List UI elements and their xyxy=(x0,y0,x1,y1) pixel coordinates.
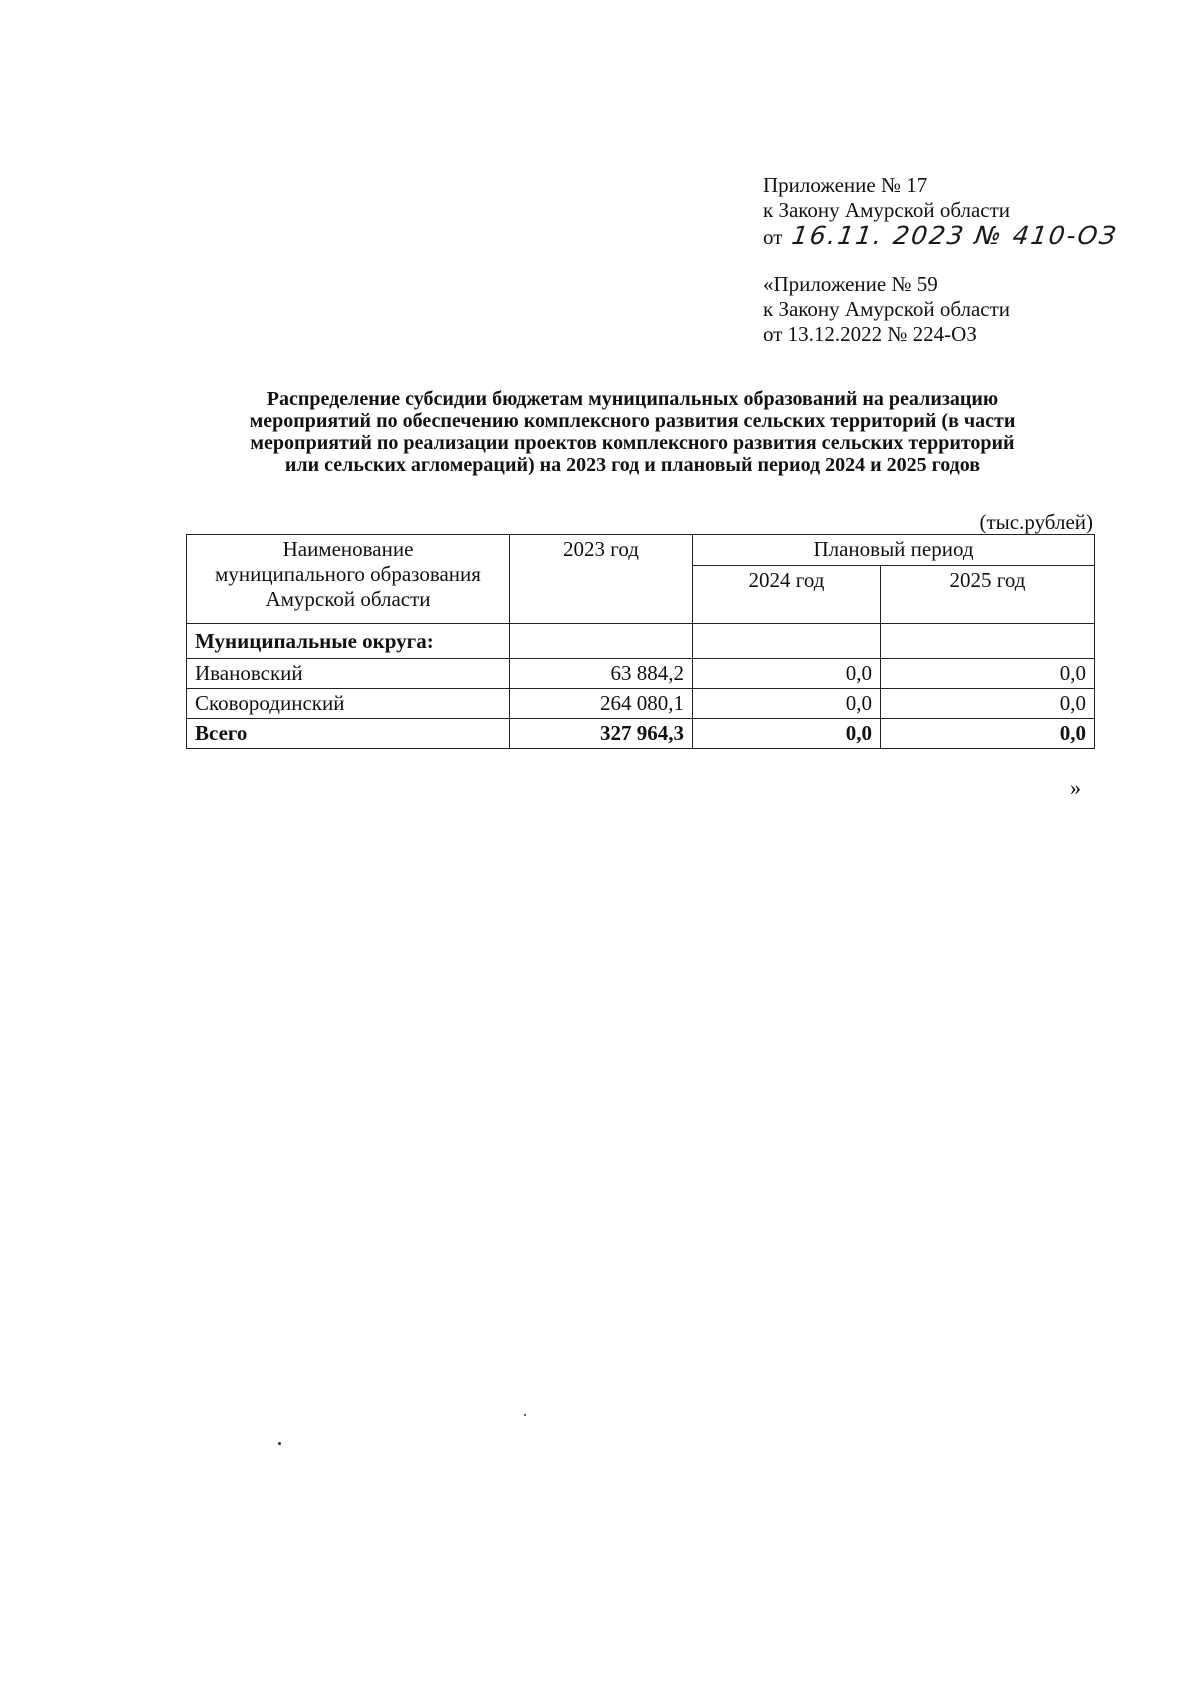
header-year-2025: 2025 год xyxy=(881,566,1095,624)
row-value-2025: 0,0 xyxy=(881,689,1095,719)
appendix-original-number: «Приложение № 59 xyxy=(763,272,938,296)
title-line-1: Распределение субсидии бюджетам муниципальных образований на реализацию xyxy=(266,388,999,410)
total-value-2025: 0,0 xyxy=(881,719,1095,749)
table-row xyxy=(187,689,1095,719)
total-value-2023: 327 964,3 xyxy=(510,719,693,749)
section-row xyxy=(187,624,1095,659)
closing-quote: » xyxy=(1070,775,1081,800)
title-line-2: мероприятий по обеспечению комплексного развития сельских территорий (в части xyxy=(249,410,1016,432)
total-row xyxy=(187,719,1095,749)
appendix-current-number: Приложение № 17 xyxy=(763,173,928,197)
title-line-4: или сельских агломераций) на 2023 год и плановый период 2024 и 2025 годов xyxy=(284,454,981,476)
appendix-current-date-line xyxy=(763,221,1120,250)
row-municipality: Сковородинский xyxy=(187,689,510,719)
appendix-original-law: к Закону Амурской области xyxy=(763,297,1011,321)
header-municipality-name: Наименование муниципального образования Амурской области xyxy=(187,535,510,624)
table-row xyxy=(187,659,1095,689)
appendix-original-reference xyxy=(763,272,1010,347)
document-title xyxy=(170,388,1095,476)
units-label: (тыс.рублей) xyxy=(979,510,1093,534)
row-value-2023: 63 884,2 xyxy=(510,659,693,689)
header-year-2023: 2023 год xyxy=(510,535,693,624)
row-municipality: Ивановский xyxy=(187,659,510,689)
table-header-row xyxy=(187,535,1095,566)
row-value-2024: 0,0 xyxy=(693,659,881,689)
row-value-2025: 0,0 xyxy=(881,659,1095,689)
appendix-current-reference xyxy=(763,173,1120,250)
appendix-current-date-prefix: от xyxy=(763,225,783,249)
header-year-2024: 2024 год xyxy=(693,566,881,624)
total-label: Всего xyxy=(187,719,510,749)
section-label: Муниципальные округа: xyxy=(187,624,510,659)
header-planned-period: Плановый период xyxy=(693,535,1095,566)
handwritten-date-number: 16.11. 2023 № 410-ОЗ xyxy=(789,221,1120,250)
total-value-2024: 0,0 xyxy=(693,719,881,749)
subsidy-distribution-table xyxy=(186,534,1095,749)
row-value-2024: 0,0 xyxy=(693,689,881,719)
appendix-current-law: к Закону Амурской области xyxy=(763,198,1011,222)
scan-speck xyxy=(524,1414,526,1416)
row-value-2023: 264 080,1 xyxy=(510,689,693,719)
scan-speck xyxy=(278,1442,281,1445)
appendix-original-date: от 13.12.2022 № 224-ОЗ xyxy=(763,322,977,346)
title-line-3: мероприятий по реализации проектов комплексного развития сельских территорий xyxy=(250,432,1015,454)
